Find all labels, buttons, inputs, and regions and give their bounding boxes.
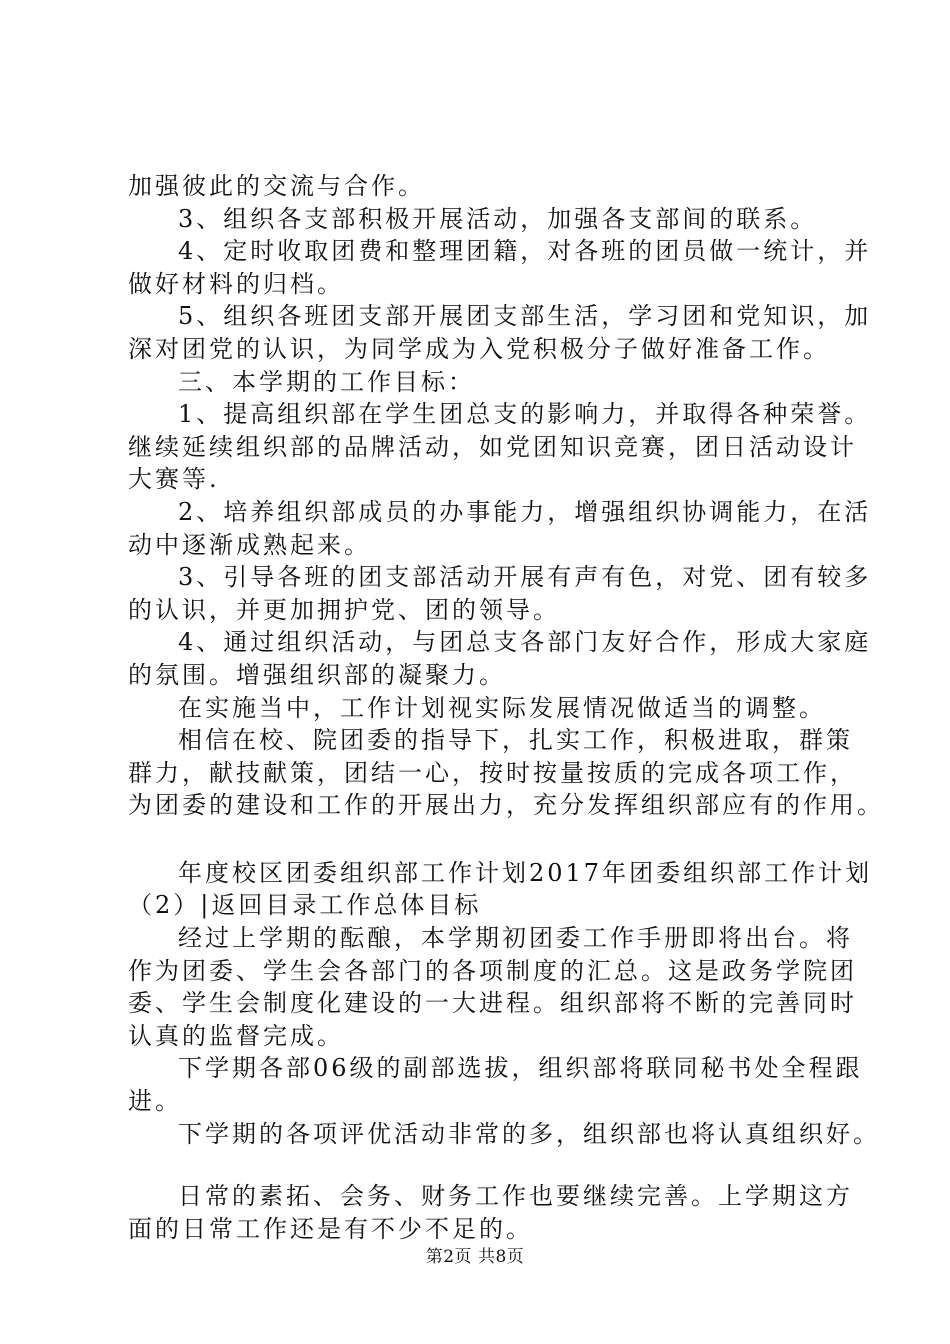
text-line: 经过上学期的酝酿，本学期初团委工作手册即将出台。将 — [178, 924, 853, 953]
paragraph-gap — [128, 1150, 848, 1180]
text-line: 为团委的建设和工作的开展出力，充分发挥组织部应有的作用。 — [128, 791, 884, 820]
paragraph-gap — [128, 822, 848, 857]
text-line: 群力，献技献策，团结一心，按时按量按质的完成各项工作， — [128, 758, 857, 787]
article-title-continued: （2）|返回目录工作总体目标 — [128, 891, 482, 920]
text-line: 动中逐渐成熟起来。 — [128, 530, 371, 559]
text-line: 的认识，并更加拥护党、团的领导。 — [128, 595, 560, 624]
article-title: 年度校区团委组织部工作计划2017年团委组织部工作计划 — [178, 858, 873, 887]
text-line: 委、学生会制度化建设的一大进程。组织部将不断的完善同时 — [128, 989, 857, 1018]
text-line: 认真的监督完成。 — [128, 1021, 344, 1050]
text-line: 下学期各部06级的副部选拔，组织部将联同秘书处全程跟 — [178, 1054, 863, 1083]
text-line: 4、通过组织活动，与团总支各部门友好合作，形成大家庭 — [178, 628, 872, 657]
text-line: 的氛围。增强组织部的凝聚力。 — [128, 660, 506, 689]
text-line: 3、引导各班的团支部活动开展有声有色，对党、团有较多 — [178, 563, 872, 592]
text-line: 5、组织各班团支部开展团支部生活，学习团和党知识，加 — [178, 302, 872, 331]
section-heading: 三、本学期的工作目标： — [178, 367, 475, 396]
text-line: 进。 — [128, 1087, 182, 1116]
text-line: 1、提高组织部在学生团总支的影响力，并取得各种荣誉。 — [178, 400, 872, 429]
text-line: 面的日常工作还是有不少不足的。 — [128, 1214, 533, 1243]
page-number-footer: 第2页 共8页 — [425, 1247, 525, 1267]
text-line: 下学期的各项评优活动非常的多，组织部也将认真组织好。 — [178, 1119, 880, 1148]
text-line: 加强彼此的交流与合作。 — [128, 172, 425, 200]
document-body — [128, 170, 884, 1245]
text-line: 作为团委、学生会各部门的各项制度的汇总。这是政务学院团 — [128, 956, 857, 985]
text-line: 相信在校、院团委的指导下，扎实工作，积极进取，群策 — [178, 726, 853, 755]
text-line: 日常的素拓、会务、财务工作也要继续完善。上学期这方 — [178, 1182, 853, 1211]
text-line: 继续延续组织部的品牌活动，如党团知识竞赛，团日活动设计 — [128, 432, 857, 461]
text-line: 4、定时收取团费和整理团籍，对各班的团员做一统计，并 — [178, 237, 872, 266]
text-line: 深对团党的认识，为同学成为入党积极分子做好准备工作。 — [128, 334, 830, 363]
text-line: 做好材料的归档。 — [128, 269, 344, 298]
text-line: 2、培养组织部成员的办事能力，增强组织协调能力，在活 — [178, 497, 872, 526]
text-line: 大赛等. — [128, 465, 220, 494]
text-line: 3、组织各支部积极开展活动，加强各支部间的联系。 — [178, 204, 818, 233]
text-line: 在实施当中，工作计划视实际发展情况做适当的调整。 — [178, 693, 826, 722]
